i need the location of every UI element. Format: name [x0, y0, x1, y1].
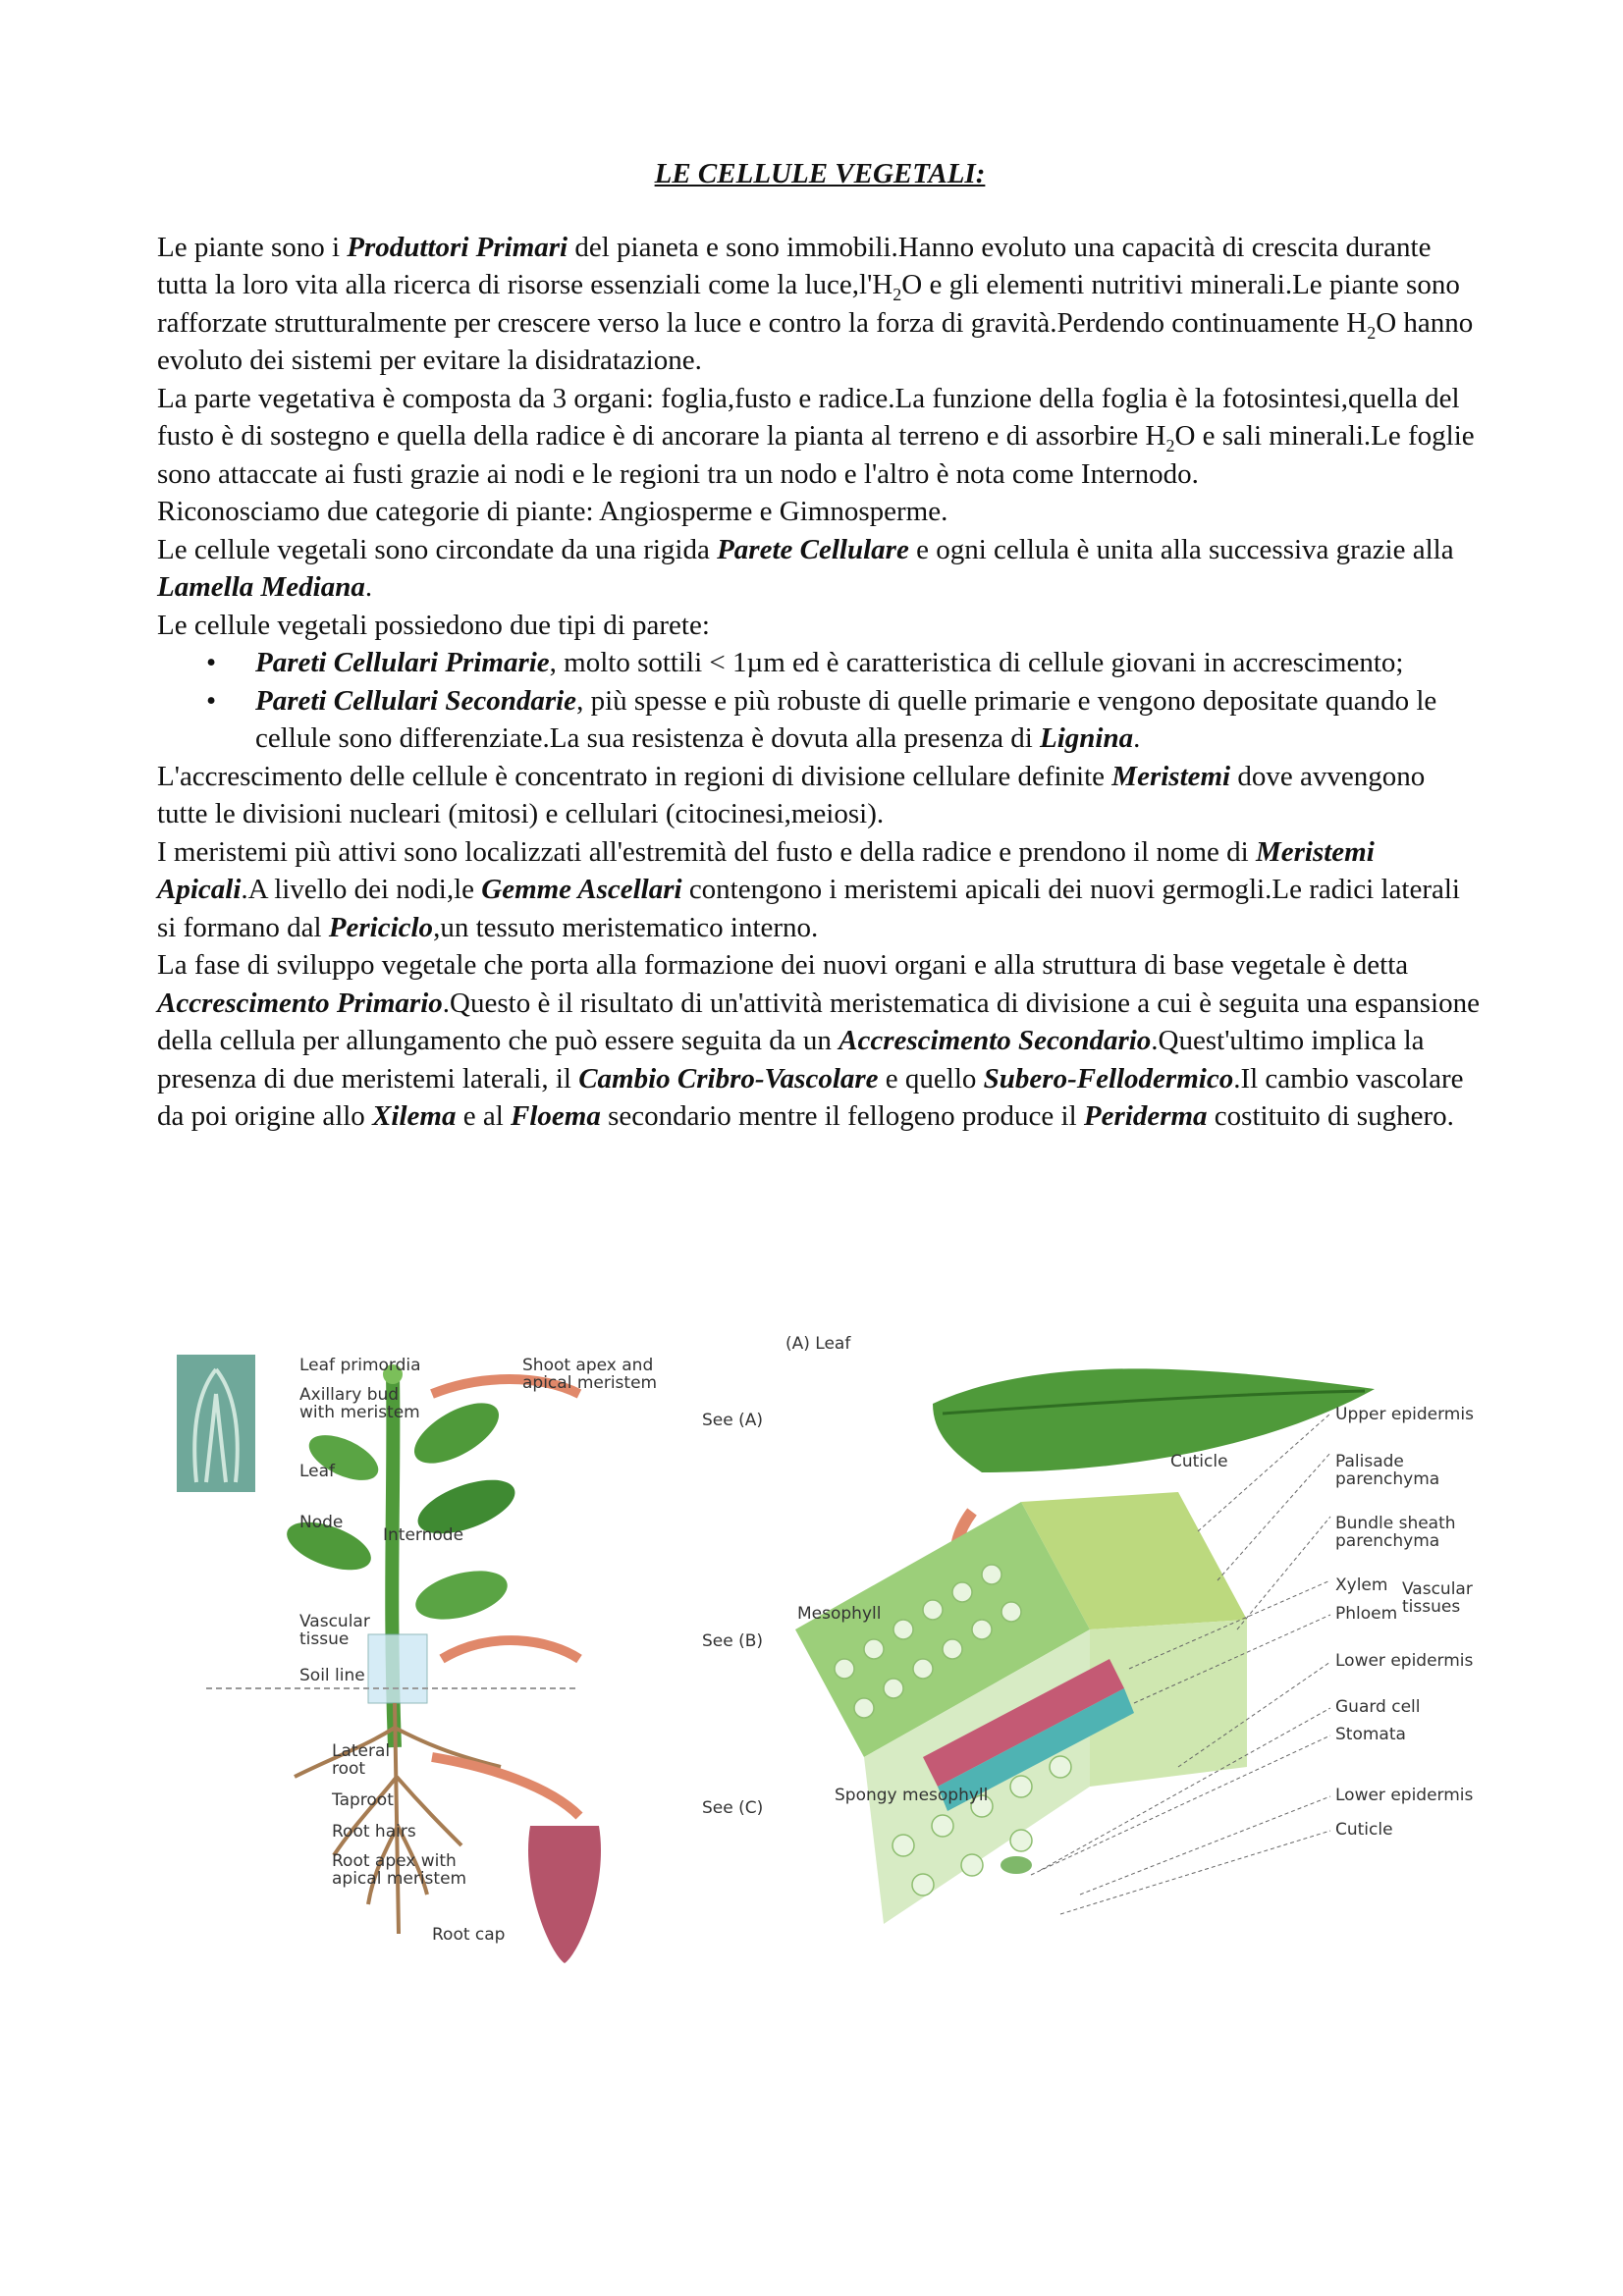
subscript: 2	[1165, 435, 1175, 455]
label-cuticle-top: Cuticle	[1170, 1452, 1228, 1471]
label-axillary: Axillary bud	[299, 1385, 400, 1405]
label-see-b: See (B)	[702, 1631, 764, 1651]
term-parete-cellulare: Parete Cellulare	[717, 533, 909, 565]
label-leaf: Leaf	[299, 1462, 336, 1481]
label-taproot: Taproot	[332, 1790, 394, 1810]
term-cambio-cribro-vascolare: Cambio Cribro-Vascolare	[578, 1062, 879, 1095]
text-run: La parte vegetativa è composta da 3 organi: foglia,fusto e radice.La funzione della foglia è la fotosintesi,quella del fusto è di sostegno e quella della radice è di ancorare la pianta al terreno e di assorbire H	[157, 382, 1460, 452]
text-run: , molto sottili < 1µm ed è caratteristica di cellule giovani in accrescimento;	[549, 647, 1404, 678]
text-run: secondario mentre il fellogeno produce il	[600, 1100, 1084, 1132]
paragraph-2	[157, 380, 1483, 494]
paragraph-3: Riconosciamo due categorie di piante: Angiosperme e Gimnosperme.	[157, 496, 948, 527]
label-root-cap: Root cap	[432, 1925, 506, 1945]
subscript: 2	[1367, 322, 1377, 343]
text-run: contengono i meristemi apicali dei nuovi germogli.Le radici laterali si formano dal	[157, 874, 1460, 943]
label-node: Node	[299, 1513, 344, 1532]
label-lateral-2: root	[332, 1759, 366, 1779]
term-meristemi: Meristemi	[1111, 760, 1231, 792]
text-run: O hanno evoluto dei sistemi per evitare la disidratazione.	[157, 306, 1474, 376]
text-run: O e sali minerali.Le foglie sono attaccate ai fusti grazie ai nodi e le regioni tra un nodo e l'altro è nota come Internodo.	[157, 420, 1475, 490]
text-run: .Quest'ultimo implica la presenza di due meristemi laterali, il	[157, 1025, 1425, 1095]
text-run: I meristemi più attivi sono localizzati all'estremità del fusto e della radice e prendono il nome di	[157, 835, 1256, 868]
text-run: .A livello dei nodi,le	[241, 874, 482, 905]
term-meristemi-apicali: Meristemi Apicali	[157, 835, 1375, 905]
shoot-apex-micrograph	[177, 1355, 255, 1492]
arrow-c	[432, 1757, 579, 1816]
label-internode: Internode	[383, 1525, 464, 1545]
leaf-shape	[405, 1391, 508, 1475]
label-phloem: Phloem	[1335, 1604, 1398, 1624]
term-accrescimento-primario: Accrescimento Primario	[157, 987, 443, 1019]
list-item	[255, 682, 1483, 758]
label-stomata: Stomata	[1335, 1725, 1406, 1744]
text-run: .	[1133, 722, 1141, 754]
label-panel: (A) Leaf	[785, 1334, 851, 1354]
text-run: , più spesse e più robuste di quelle primarie e vengono depositate quando le cellule sono differenziate.La sua resistenza è dovuta alla presenza di	[255, 684, 1437, 754]
label-palisade-2: parenchyma	[1335, 1469, 1440, 1489]
label-vascular-2: tissue	[299, 1629, 350, 1649]
text-run: O e gli elementi nutritivi minerali.Le piante sono rafforzate strutturalmente per crescere verso la luce e contro la forza di gravità.Perdendo continuamente H	[157, 269, 1460, 339]
label-xylem: Xylem	[1335, 1575, 1388, 1595]
label-shoot-apex-2: apical meristem	[522, 1373, 658, 1393]
leaf-diagram	[785, 1335, 1492, 1963]
label-lateral: Lateral	[332, 1741, 391, 1761]
label-vascular: Vascular	[299, 1612, 370, 1631]
guard-cell-shape	[1001, 1856, 1032, 1874]
paragraph-4	[157, 531, 1483, 607]
text-run: e quello	[878, 1062, 984, 1095]
term-floema: Floema	[511, 1100, 601, 1132]
root-tip-micrograph	[528, 1826, 601, 1963]
label-guard-cell: Guard cell	[1335, 1697, 1421, 1717]
label-see-a: See (A)	[702, 1411, 764, 1430]
text-run: .Questo è il risultato di un'attività meristematica di divisione a cui è seguita una espansione della cellula per allungamento che può essere seguita da un	[157, 987, 1480, 1056]
term-lamella-mediana: Lamella Mediana	[157, 571, 365, 603]
paragraph-6	[157, 758, 1483, 833]
text-run: e al	[456, 1100, 512, 1132]
label-cuticle-bottom: Cuticle	[1335, 1820, 1393, 1840]
label-axillary-2: with meristem	[299, 1403, 420, 1422]
text-run: dove avvengono tutte le divisioni nucleari (mitosi) e cellulari (citocinesi,meiosi).	[157, 760, 1426, 829]
label-vascular-2: tissues	[1402, 1597, 1461, 1617]
term-accrescimento-secondario: Accrescimento Secondario	[839, 1025, 1152, 1056]
label-palisade: Palisade	[1335, 1452, 1404, 1471]
label-mesophyll: Mesophyll	[797, 1604, 882, 1624]
label-root-hairs: Root hairs	[332, 1822, 416, 1842]
wall-types-list	[157, 644, 1483, 758]
text-run: del pianeta e sono immobili.Hanno evoluto una capacità di crescita durante tutta la loro vita alla ricerca di risorse essenziali come la luce,l'H	[157, 231, 1432, 300]
term-gemme-ascellari: Gemme Ascellari	[481, 874, 682, 905]
term-produttori-primari: Produttori Primari	[347, 231, 568, 263]
paragraph-1	[157, 229, 1483, 380]
plant-diagram	[167, 1335, 805, 1963]
subscript: 2	[893, 284, 902, 304]
term-pareti-primarie: Pareti Cellulari Primarie	[255, 647, 550, 678]
list-item	[255, 644, 1483, 682]
page-title: LE CELLULE VEGETALI:	[654, 158, 986, 189]
label-spongy: Spongy mesophyll	[835, 1786, 989, 1805]
leaf-illustration	[785, 1335, 1492, 1963]
label-lower-epidermis-1: Lower epidermis	[1335, 1651, 1474, 1671]
label-bundle-2: parenchyma	[1335, 1531, 1440, 1551]
term-periciclo: Periciclo	[328, 911, 434, 943]
paragraph-8	[157, 946, 1483, 1136]
paragraph-5: Le cellule vegetali possiedono due tipi di parete:	[157, 609, 710, 641]
label-root-apex-2: apical meristem	[332, 1869, 467, 1889]
text-run: costituito di sughero.	[1207, 1100, 1454, 1132]
term-pareti-secondarie: Pareti Cellulari Secondarie	[255, 684, 577, 717]
leaf-blade	[933, 1368, 1375, 1472]
term-xilema: Xilema	[372, 1100, 457, 1132]
text-run: Le cellule vegetali sono circondate da una rigida	[157, 533, 718, 565]
paragraph-7	[157, 833, 1483, 947]
text-run: L'accrescimento delle cellule è concentrato in regioni di divisione cellulare definite	[157, 760, 1112, 792]
leaf-shape	[410, 1562, 513, 1628]
body-text	[157, 155, 1483, 1136]
text-run: ,un tessuto meristematico interno.	[433, 911, 819, 943]
label-bundle: Bundle sheath	[1335, 1514, 1456, 1533]
term-lignina: Lignina	[1040, 722, 1134, 754]
label-root-apex: Root apex with	[332, 1851, 457, 1871]
text-run: La fase di sviluppo vegetale che porta alla formazione dei nuovi organi e alla struttura di base vegetale è detta	[157, 949, 1409, 981]
label-vascular: Vascular	[1402, 1579, 1473, 1599]
label-lower-epidermis-2: Lower epidermis	[1335, 1786, 1474, 1805]
label-shoot-apex: Shoot apex and	[522, 1356, 654, 1375]
text-run: .	[364, 571, 373, 603]
label-soil-line: Soil line	[299, 1666, 365, 1685]
text-run: e ogni cellula è unita alla successiva grazie alla	[908, 533, 1454, 565]
label-leaf-primordia: Leaf primordia	[299, 1356, 421, 1375]
text-run: .Il cambio vascolare da poi origine allo	[157, 1062, 1464, 1132]
arrow-b	[442, 1640, 579, 1659]
term-subero-fellodermico: Subero-Fellodermico	[983, 1062, 1234, 1095]
label-upper-epidermis: Upper epidermis	[1335, 1405, 1474, 1424]
vascular-box	[368, 1634, 427, 1703]
term-periderma: Periderma	[1083, 1100, 1208, 1132]
label-see-c: See (C)	[702, 1798, 764, 1818]
text-run: Le piante sono i	[157, 231, 348, 263]
